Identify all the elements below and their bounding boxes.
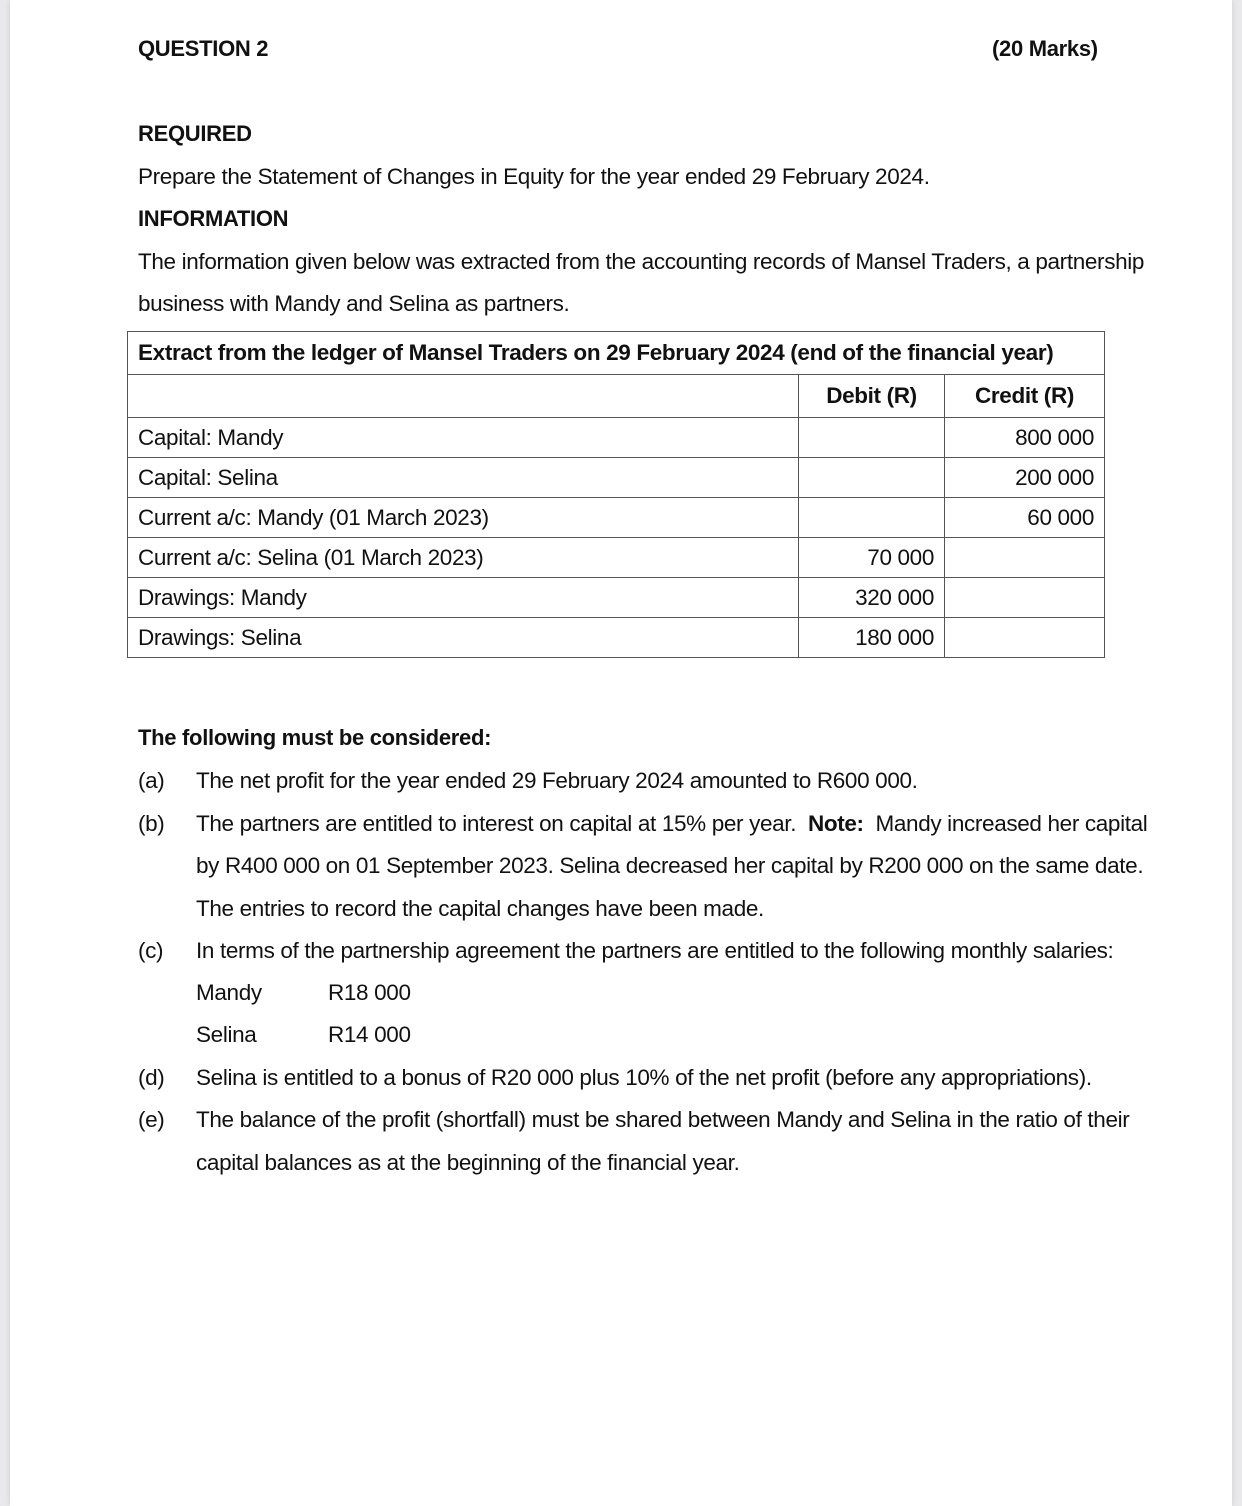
item-b-line-2: by R400 000 on 01 September 2023. Selina decreased her capital by R200 000 on the same date. [196,853,1144,878]
ledger-credit: 800 000 [945,418,1105,458]
item-label-e: (e) [138,1107,165,1132]
item-d-line-1: Selina is entitled to a bonus of R20 000 plus 10% of the net profit (before any appropriations). [196,1065,1092,1090]
table-row [128,418,1105,458]
ledger-header-credit: Credit (R) [945,375,1105,418]
required-text: Prepare the Statement of Changes in Equity for the year ended 29 February 2024. [138,164,930,189]
considered-heading: The following must be considered: [138,725,492,750]
required-heading: REQUIRED [138,121,252,146]
item-e-line-1: The balance of the profit (shortfall) must be shared between Mandy and Selina in the ratio of their [196,1107,1130,1132]
information-line-2: business with Mandy and Selina as partners. [138,291,570,316]
item-b-line-1-pre: The partners are entitled to interest on capital at 15% per year. [196,811,797,836]
ledger-credit: 200 000 [945,458,1105,498]
item-label-b: (b) [138,811,165,836]
table-row [128,578,1105,618]
item-c-line-1: In terms of the partnership agreement the partners are entitled to the following monthly salaries: [196,938,1114,963]
table-row [128,538,1105,578]
ledger-credit [945,538,1105,578]
ledger-account: Drawings: Selina [128,618,799,658]
ledger-title-row [128,332,1105,375]
ledger-credit [945,578,1105,618]
salary-name: Selina [196,1022,257,1047]
ledger-account: Current a/c: Mandy (01 March 2023) [128,498,799,538]
table-row [128,458,1105,498]
ledger-account: Drawings: Mandy [128,578,799,618]
ledger-header-debit: Debit (R) [799,375,945,418]
salary-name: Mandy [196,980,262,1005]
item-b-line-3: The entries to record the capital changes have been made. [196,896,764,921]
item-label-a: (a) [138,768,165,793]
item-e-line-2: capital balances as at the beginning of the financial year. [196,1150,740,1175]
item-b-note-label: Note: [807,811,864,836]
question-title: QUESTION 2 [138,36,269,61]
item-b-line-1-post: Mandy increased her capital [875,811,1148,836]
table-row [128,618,1105,658]
ledger-credit [945,618,1105,658]
ledger-table [127,331,1105,658]
question-marks: (20 Marks) [992,36,1098,61]
ledger-header-row [128,375,1105,418]
item-a-line-1: The net profit for the year ended 29 February 2024 amounted to R600 000. [196,768,918,793]
salary-amount: R14 000 [328,1022,411,1047]
ledger-debit: 180 000 [799,618,945,658]
ledger-header-blank [128,375,799,418]
ledger-account: Current a/c: Selina (01 March 2023) [128,538,799,578]
ledger-title: Extract from the ledger of Mansel Traders on 29 February 2024 (end of the financial year) [128,332,1105,375]
ledger-debit [799,458,945,498]
information-heading: INFORMATION [138,206,289,231]
ledger-account: Capital: Mandy [128,418,799,458]
item-b-line-1 [196,811,1147,837]
item-label-d: (d) [138,1065,165,1090]
ledger-credit: 60 000 [945,498,1105,538]
ledger-debit: 320 000 [799,578,945,618]
ledger-debit: 70 000 [799,538,945,578]
salary-amount: R18 000 [328,980,411,1005]
ledger-account: Capital: Selina [128,458,799,498]
information-line-1: The information given below was extracted from the accounting records of Mansel Traders, a partnership [138,249,1145,274]
ledger-debit [799,498,945,538]
table-row [128,498,1105,538]
item-label-c: (c) [138,938,164,963]
document-page [10,0,1232,1506]
ledger-debit [799,418,945,458]
